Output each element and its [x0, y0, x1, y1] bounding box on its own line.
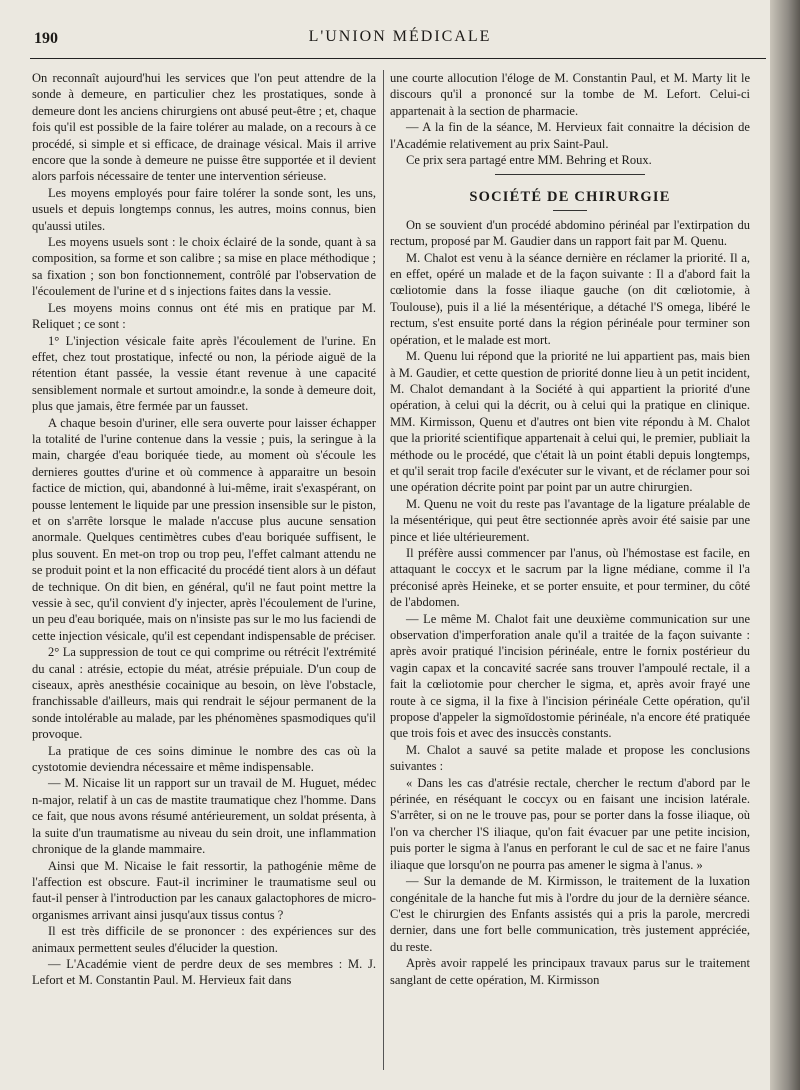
paragraph: 1° L'injection vésicale faite après l'écoulement de l'urine. En effet, chez tout prostatique, infecté ou non, la période aiguë de la rétention étant passée, la vessie étant revenue à une capacité sensiblement normale et surtout amoindr.e, la sonde à demeure doit, plus que jamais, être fermée par un fausset. — [32, 333, 376, 414]
paragraph: — Sur la demande de M. Kirmisson, le traitement de la luxation congénitale de la hanche fut mis à l'ordre du jour de la dernière séance. C'est le chirurgien des Enfants assistés qui a pris la parole, mercredi dernier, dans une fort belle communication, très justement appréciée, du reste. — [390, 874, 750, 954]
paragraph: La pratique de ces soins diminue le nombre des cas où la cystotomie deviendra nécessaire et même indispensable. — [32, 743, 376, 775]
heading-underline — [553, 210, 587, 211]
page-number: 190 — [34, 30, 58, 47]
paragraph: — Le même M. Chalot fait une deuxième communication sur une observation d'imperforation anale qu'il a traitée de la façon suivante : après avoir pratiqué l'incision périnéale, entre le fornix postérieur du vagin capax et la concavité sacrée sans trouver l'ampoulé rectale, il a fait la cœliotomie pour chercher le sigma, et, après avoir frayé une route à ce sigma, il la fixe à l'incision périnéale Cette opération, qu'il propose d'appeler la sigmoïdostomie périnéale, n'a encore été pratiquée que trois fois et avec des insuccès constants. — [390, 611, 750, 741]
paragraph: M. Chalot a sauvé sa petite malade et propose les conclusions suivantes : — [390, 742, 750, 774]
paragraph: On reconnaît aujourd'hui les services que l'on peut attendre de la sonde à demeure, en particulier chez les prostatiques, sonde à demeure dont les anciens chirurgiens ont abusé peut-être ; et, chaque fois qu'il est possible de la faire tolérer au malade, on a recours à ce procédé, si simple et si efficace, de drainage vésical. Mais il arrive encore que la sonde à demeure ne puisse être supportée et il devient alors parfois nécessaire de tenter une intervention sérieuse. — [32, 71, 376, 184]
paragraph: Ce prix sera partagé entre MM. Behring et Roux. — [406, 153, 652, 168]
paragraph: « Dans les cas d'atrésie rectale, chercher le rectum d'abord par le périnée, en réséquant le coccyx ou en faisant une incision latérale. S'arrêter, si on ne le trouve pas, pour se porter dans la fosse iliaque, où l'on va chercher l'S iliaque, qu'on fait évacuer par une petite incision, puis porter le sigma à l'anus en perforant le cul de sac et ne faire l'anus iliaque que lorsqu'on ne pourra pas amener le sigma à l'anus. » — [390, 775, 750, 872]
paragraph: Les moyens usuels sont : le choix éclairé de la sonde, quant à sa composition, sa forme et son calibre ; sa mise en place méthodique ; sa fixation ; son bon fonctionnement, contrôlé par l'observation de l'écoulement de l'urine et d s injections faites dans la vessie. — [32, 235, 376, 299]
section-separator — [495, 174, 645, 175]
book-gutter-shadow — [770, 0, 800, 1090]
paragraph: M. Chalot est venu à la séance dernière en réclamer la priorité. Il a, en effet, opéré un malade et de la façon suivante : Il a d'abord fait la cœliotomie dans la fosse iliaque gauche (on dit cœliotomie, à Toulouse), puis il a lié la mésentérique, a détaché l'S omega, libéré le rectum, s'est ensuite porté dans la région périnéale pour terminer son opération, et le malade est mort. — [390, 250, 750, 347]
paragraph: A chaque besoin d'uriner, elle sera ouverte pour laisser échapper la totalité de l'urine contenue dans la vessie ; puis, la seringue à la main, chargée d'eau boriquée tiede, au moment où s'écoule les dernieres gouttes d'urine et où commence à apparaitre un besoin factice de miction, qui, abandonné à lui-même, irait s'exaspérant, on pousse lentement le liquide par une pression insensible sur le piston, et on s'arrête lorsque le malade n'accuse plus aucune sensation anormale. Quelques centimètres cubes d'eau boriquée suffisent, le plus souvent. En met-on trop ou trop peu, l'effet calmant attendu ne se produit point et la non efficacité du procédé tient alors à un défaut de technique. On dit bien, en général, qu'il ne faut point mettre la vessie à sec, qu'il convient d'y injecter, après l'écoulement de l'urine, un peu d'eau boriquée, mais on n'insiste pas sur le mo lus faciendi de cette injection vésicale, qu'il est cependant indispensable de préciser. — [32, 415, 376, 643]
paragraph: Il est très difficile de se prononcer : des expériences sur des animaux permettent seules d'élucider la question. — [32, 924, 376, 955]
journal-title: L'UNION MÉDICALE — [308, 28, 492, 45]
paragraph: M. Quenu lui répond que la priorité ne lui appartient pas, mais bien à M. Gaudier, et cette question de priorité donne lieu à un petit incident, M. Chalot demandant à la Société à qui appartient la priorité d'une opération, à celui qui la décrit, ou à celui qui la pratique en clinique. MM. Kirmisson, Quenu et d'autres ont bien vite répondu à M. Chalot que la priorité scientifique appartenait à celui qui, le premier, publiait la méthode ou le procédé, que c'était là un point établi depuis longtemps, et qu'il serait trop facile d'exécuter sur le vivant, et de réclamer pour soi une opération décrite point par point par un autre chirurgien. — [390, 349, 750, 495]
paragraph: — M. Nicaise lit un rapport sur un travail de M. Huguet, médec n-major, relatif à un cas de mastite traumatique chez l'homme. Dans ce fait, que nous avons résumé antérieurement, un soldat présenta, à la suite d'un traumatisme au niveau du sein droit, une inflammation chronique de la glande mammaire. — [32, 776, 376, 857]
left-column — [32, 70, 376, 1075]
paragraph: Ainsi que M. Nicaise le fait ressortir, la pathogénie même de l'affection est obscure. Faut-il incriminer le traumatisme seul ou faut-il penser à l'introduction par les canaux galactophores de micro-organismes arrivant ainsi jusqu'aux tissus contus ? — [32, 858, 376, 922]
paragraph: On se souvient d'un procédé abdomino périnéal par l'extirpation du rectum, proposé par M. Gaudier dans un rapport fait par M. Quenu. — [390, 217, 750, 249]
paragraph: Les moyens moins connus ont été mis en pratique par M. Reliquet ; ce sont : — [32, 300, 376, 332]
right-column — [390, 70, 750, 1075]
section-heading: SOCIÉTÉ DE CHIRURGIE — [469, 189, 671, 206]
paragraph: — A la fin de la séance, M. Hervieux fait connaitre la décision de l'Académie relativement au prix Saint-Paul. — [390, 120, 750, 151]
paragraph: M. Quenu ne voit du reste pas l'avantage de la ligature préalable de la mésentérique, qui peut être sectionnée après avoir été saisie par une pince et liée ultérieurement. — [390, 496, 750, 544]
paragraph: 2° La suppression de tout ce qui comprime ou rétrécit l'extrémité du canal : atrésie, ectopie du méat, atrésie prépuiale. D'un coup de ciseaux, après anesthésie cocainique au besoin, on lève l'obstacle, franchissable d'ailleurs, mais qui rendrait le séjour permanent de la sonde intolérable au malade, par les phénomènes spasmodiques qu'il provoque. — [32, 645, 376, 742]
page-header — [34, 26, 766, 52]
paragraph: — L'Académie vient de perdre deux de ses membres : M. J. Lefort et M. Constantin Paul. M. Hervieux fait dans — [32, 956, 376, 988]
paragraph: Il préfère aussi commencer par l'anus, où l'hémostase est facile, en attaquant le coccyx et le sacrum par la ligne médiane, comme il l'a préconisé après Heineke, et se porter ensuite, et pour terminer, du côté de l'abdomen. — [390, 545, 750, 610]
paragraph: une courte allocution l'éloge de M. Constantin Paul, et M. Marty lit le discours qu'il a prononcé sur la tombe de M. Lefort. Celui-ci appartenait à la section de pharmacie. — [390, 71, 750, 118]
paragraph: Après avoir rappelé les principaux travaux parus sur le traitement sanglant de cette opération, M. Kirmisson — [390, 956, 750, 987]
header-rule — [30, 58, 766, 59]
column-divider — [383, 70, 384, 1070]
paragraph: Les moyens employés pour faire tolérer la sonde sont, les uns, usuels et depuis longtemps connus, les autres, moins connus, bien qu'aussi utiles. — [32, 185, 376, 233]
